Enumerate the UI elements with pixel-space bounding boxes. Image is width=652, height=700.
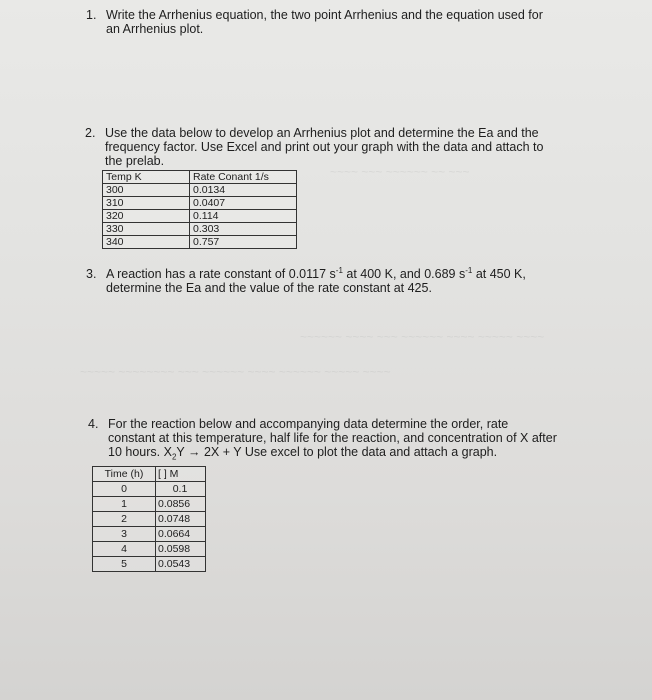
question-2 <box>85 126 585 168</box>
show-through-text: ~~~~~ ~~~~~~~~ ~~~ ~~~~~~ ~~~~ ~~~~~~ ~~~~~ ~~~~ <box>80 365 391 379</box>
table-row <box>103 184 297 197</box>
table-row <box>93 497 206 512</box>
question-1 <box>86 8 586 36</box>
question-number: 4. <box>88 417 99 431</box>
question-text-line <box>108 445 608 462</box>
table-row <box>103 197 297 210</box>
question-3 <box>86 267 586 295</box>
text-segment: Y → 2X + Y Use excel to plot the data and attach a graph. <box>176 445 498 459</box>
table-cell: 0.0856 <box>156 497 206 512</box>
table-row <box>93 557 206 572</box>
question-text-line: an Arrhenius plot. <box>106 22 204 36</box>
table-cell: 0.0134 <box>190 184 297 197</box>
table-cell: 3 <box>93 527 156 542</box>
table-cell: 2 <box>93 512 156 527</box>
table-cell: 0.757 <box>190 236 297 249</box>
question-number: 3. <box>86 267 97 281</box>
table-cell: 330 <box>103 223 190 236</box>
question-text-line <box>106 267 586 281</box>
table-cell: 320 <box>103 210 190 223</box>
table-cell: 300 <box>103 184 190 197</box>
table-row <box>103 210 297 223</box>
table-cell: 0.1 <box>156 482 206 497</box>
table-header-row <box>93 467 206 482</box>
question-text-line: constant at this temperature, half life for the reaction, and concentration of X after <box>108 431 557 445</box>
table-cell: 0 <box>93 482 156 497</box>
table-row <box>103 223 297 236</box>
table-header-cell: Time (h) <box>93 467 156 482</box>
table-header-cell: Rate Conant 1/s <box>190 171 297 184</box>
show-through-text: ~~~~~~ ~~~~ ~~~ ~~~~~~ ~~~~ ~~~~~ ~~~~ <box>300 330 545 344</box>
table-cell: 1 <box>93 497 156 512</box>
table-cell: 5 <box>93 557 156 572</box>
table-cell: 0.0748 <box>156 512 206 527</box>
question-text-line: Write the Arrhenius equation, the two point Arrhenius and the equation used for <box>106 8 543 22</box>
question-text-line: Use the data below to develop an Arrhenius plot and determine the Ea and the <box>105 126 539 140</box>
text-segment: at 400 K, and 0.689 s <box>342 267 466 281</box>
table-cell: 0.0598 <box>156 542 206 557</box>
arrhenius-data-table <box>102 170 297 249</box>
question-number: 2. <box>85 126 96 140</box>
text-segment: A reaction has a rate constant of 0.0117 s <box>106 267 336 281</box>
table-row <box>93 527 206 542</box>
table-cell: 0.0543 <box>156 557 206 572</box>
table-row <box>93 512 206 527</box>
table-row <box>103 236 297 249</box>
question-text-line: determine the Ea and the value of the rate constant at 425. <box>106 281 432 295</box>
table-header-cell: [ ] M <box>156 467 206 482</box>
table-cell: 310 <box>103 197 190 210</box>
subscript: 2 <box>171 452 177 462</box>
question-text-line: frequency factor. Use Excel and print out your graph with the data and attach to <box>105 140 544 154</box>
table-cell: 0.114 <box>190 210 297 223</box>
text-segment: at 450 K, <box>472 267 526 281</box>
table-header-row <box>103 171 297 184</box>
table-header-cell: Temp K <box>103 171 190 184</box>
table-cell: 4 <box>93 542 156 557</box>
table-cell: 0.303 <box>190 223 297 236</box>
table-cell: 0.0407 <box>190 197 297 210</box>
table-row <box>93 542 206 557</box>
question-text-line: For the reaction below and accompanying data determine the order, rate <box>108 417 509 431</box>
text-segment: 10 hours. X <box>108 445 172 459</box>
show-through-text: ~~~~ ~~~ ~~~~~~ ~~ ~~~ <box>330 165 470 179</box>
question-text-line: the prelab. <box>105 154 165 168</box>
kinetics-data-table <box>92 466 206 572</box>
question-number: 1. <box>86 8 97 22</box>
table-row <box>93 482 206 497</box>
table-cell: 340 <box>103 236 190 249</box>
superscript: -1 <box>465 265 473 275</box>
table-cell: 0.0664 <box>156 527 206 542</box>
superscript: -1 <box>335 265 343 275</box>
question-4 <box>88 417 608 462</box>
